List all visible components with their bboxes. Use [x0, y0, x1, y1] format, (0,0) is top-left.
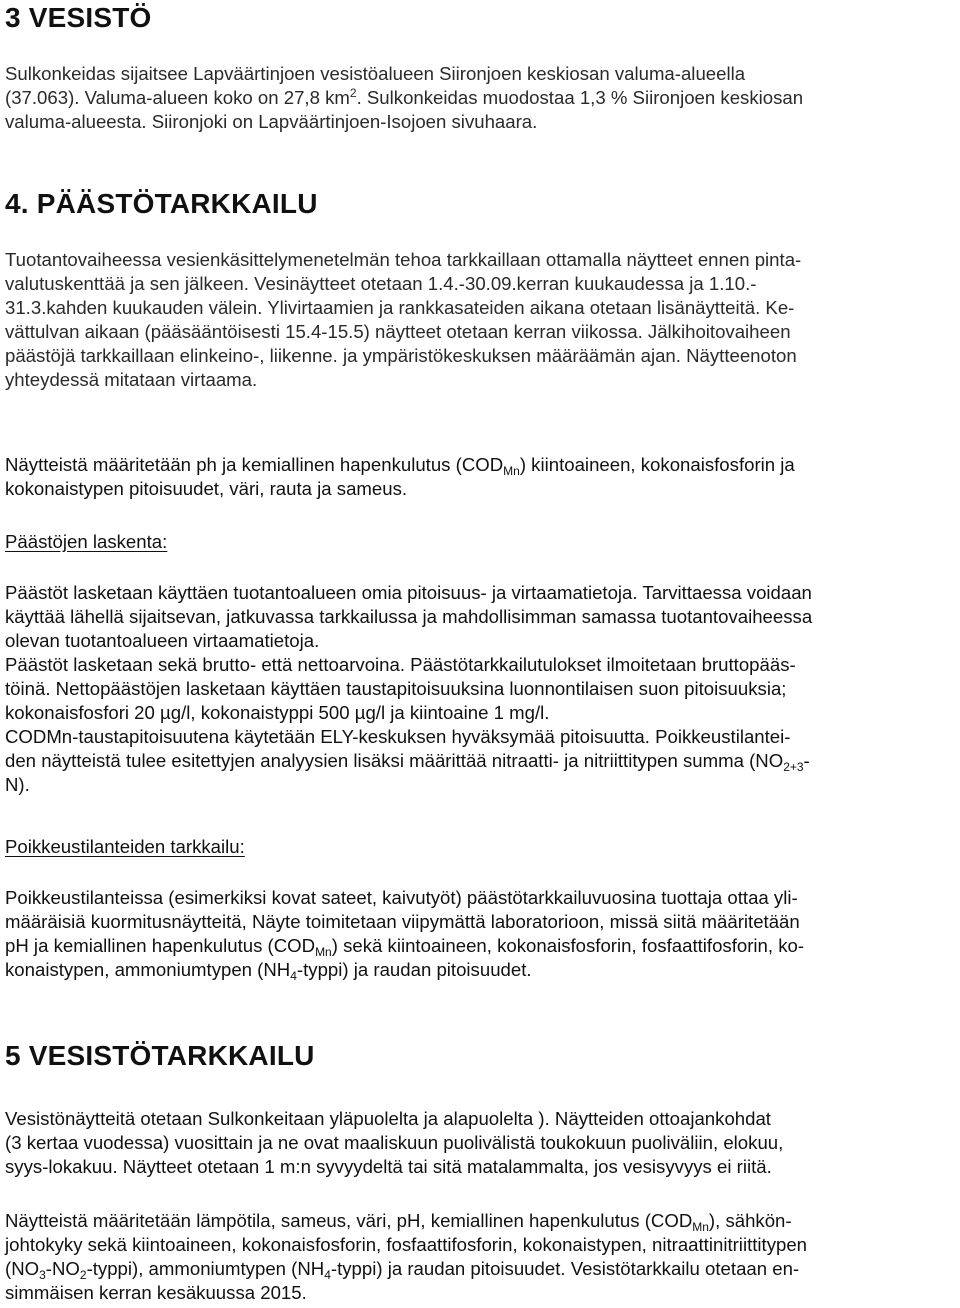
- subscript: 3: [39, 1268, 46, 1282]
- monitoring-paragraph: [5, 248, 955, 392]
- text-line: Päästöt lasketaan käyttäen tuotantoalueen omia pitoisuus- ja virtaamatietoja. Tarvittaessa voidaan: [5, 582, 812, 603]
- text-line: päästöjä tarkkaillaan elinkeino-, liikenne. ja ympäristökeskuksen määräämän ajan. Näytteenoton: [5, 345, 797, 366]
- section-3-heading: 3 VESISTÖ: [5, 2, 152, 33]
- subscript: Mn: [503, 464, 520, 478]
- text-fragment: (37.063). Valuma-alueen koko on 27,8 km: [5, 87, 350, 108]
- text-line: CODMn-taustapitoisuutena käytetään ELY-keskuksen hyväksymää pitoisuutta. Poikkeustilantei-: [5, 726, 791, 747]
- text-line: valuma-alueesta. Siironjoki on Lapväärtinjoen-Isojoen sivuhaara.: [5, 111, 538, 132]
- text-line: 31.3.kahden kuukauden välein. Ylivirtaamien ja rankkasateiden aikana otetaan lisänäytteitä. Ke-: [5, 297, 795, 318]
- text-line: [5, 86, 955, 110]
- text-line: syys-lokakuu. Näytteet otetaan 1 m:n syvyydeltä tai sitä matalammalta, jos vesisyvyys ei riitä.: [5, 1156, 772, 1177]
- text-line: N).: [5, 774, 30, 795]
- subscript: 4: [290, 969, 297, 983]
- text-line: simmäisen kerran kesäkuussa 2015.: [5, 1282, 307, 1303]
- superscript: 2: [349, 86, 357, 100]
- parameters-paragraph: [5, 1209, 955, 1305]
- text-fragment: den näytteistä tulee esitettyjen analyysien lisäksi määrittää nitraatti- ja nitriittitypen summa (NO: [5, 750, 784, 771]
- text-fragment: ) sekä kiintoaineen, kokonaisfosforin, fosfaattifosforin, ko-: [331, 935, 805, 956]
- subheading-text: Poikkeustilanteiden tarkkailu:: [5, 836, 245, 857]
- text-fragment: Näytteistä määritetään lämpötila, sameus, väri, pH, kemiallinen hapenkulutus (COD: [5, 1210, 693, 1231]
- subscript: 2: [79, 1268, 87, 1282]
- text-line: [5, 1209, 955, 1233]
- text-line: Poikkeustilanteissa (esimerkiksi kovat sateet, kaivutyöt) päästötarkkailuvuosina tuottaja ottaa yli-: [5, 887, 798, 908]
- analysis-paragraph: [5, 453, 955, 501]
- text-fragment: -NO: [45, 1258, 80, 1279]
- text-fragment: ) kiintoaineen, kokonaisfosforin ja: [519, 454, 795, 475]
- text-line: kokonaisfosfori 20 µg/l, kokonaistyppi 500 µg/l ja kiintoaine 1 mg/l.: [5, 702, 550, 723]
- calculation-paragraph: [5, 581, 955, 797]
- text-fragment: -typpi) ja raudan pitoisuudet. Vesistötarkkailu otetaan en-: [330, 1258, 800, 1279]
- text-fragment: pH ja kemiallinen hapenkulutus (COD: [5, 935, 316, 956]
- text-line: Päästöt lasketaan sekä brutto- että nettoarvoina. Päästötarkkailutulokset ilmoitetaan bruttopääs-: [5, 654, 796, 675]
- text-line: yhteydessä mitataan virtaama.: [5, 369, 258, 390]
- text-fragment: -: [803, 750, 810, 771]
- exceptional-paragraph: [5, 886, 955, 982]
- text-fragment: Näytteistä määritetään ph ja kemiallinen hapenkulutus (COD: [5, 454, 504, 475]
- text-line: [5, 453, 955, 477]
- text-line: käyttää lähellä sijaitsevan, jatkuvassa tarkkailussa ja mahdollisimman samassa tuotantovaiheessa: [5, 606, 813, 627]
- subscript: 2+3: [783, 760, 804, 774]
- sampling-paragraph: [5, 1107, 955, 1179]
- text-line: [5, 1257, 955, 1281]
- subheading-text: Päästöjen laskenta:: [5, 531, 168, 552]
- text-line: [5, 934, 955, 958]
- text-line: Vesistönäytteitä otetaan Sulkonkeitaan yläpuolelta ja alapuolelta ). Näytteiden ottoajankohdat: [5, 1108, 771, 1129]
- text-line: töinä. Nettopäästöjen lasketaan käyttäen taustapitoisuuksina luonnontilaisen suon pitoisuuksia;: [5, 678, 787, 699]
- text-fragment: konaistypen, ammoniumtypen (NH: [5, 959, 291, 980]
- exceptional-subheading: [5, 835, 955, 859]
- calculation-subheading: [5, 530, 955, 554]
- text-fragment: -typpi) ja raudan pitoisuudet.: [296, 959, 532, 980]
- section-4-heading: 4. PÄÄSTÖTARKKAILU: [5, 188, 318, 219]
- subscript: Mn: [692, 1220, 709, 1234]
- text-line: (3 kertaa vuodessa) vuosittain ja ne ovat maaliskuun puolivälistä toukokuun puoliväliin, elokuu,: [5, 1132, 784, 1153]
- text-fragment: . Sulkonkeidas muodostaa 1,3 % Siironjoen keskiosan: [356, 87, 804, 108]
- text-line: johtokyky sekä kiintoaineen, kokonaisfosforin, fosfaattifosforin, kokonaistypen, nitraattinitriittitypen: [5, 1234, 808, 1255]
- text-fragment: (NO: [5, 1258, 40, 1279]
- subscript: Mn: [315, 945, 332, 959]
- text-line: [5, 749, 955, 773]
- text-line: olevan tuotantoalueen virtaamatietoja.: [5, 630, 320, 651]
- section-5-heading: 5 VESISTÖTARKKAILU: [5, 1040, 315, 1071]
- text-line: valutuskenttää ja sen jälkeen. Vesinäytteet otetaan 1.4.-30.09.kerran kuukaudessa ja 1.10.-: [5, 273, 757, 294]
- text-fragment: ), sähkön-: [708, 1210, 792, 1231]
- text-line: kokonaistypen pitoisuudet, väri, rauta ja sameus.: [5, 478, 408, 499]
- text-fragment: -typpi), ammoniumtypen (NH: [86, 1258, 325, 1279]
- text-line: vättulvan aikaan (pääsääntöisesti 15.4-15.5) näytteet otetaan kerran viikossa. Jälkihoitovaiheen: [5, 321, 791, 342]
- text-line: Sulkonkeidas sijaitsee Lapväärtinjoen vesistöalueen Siironjoen keskiosan valuma-alueella: [5, 63, 746, 84]
- text-line: määräisiä kuormitusnäytteitä, Näyte toimitetaan viipymättä laboratorioon, missä siitä määritetään: [5, 911, 800, 932]
- text-line: [5, 958, 955, 982]
- subscript: 4: [324, 1268, 331, 1282]
- text-line: Tuotantovaiheessa vesienkäsittelymenetelmän tehoa tarkkaillaan ottamalla näytteet ennen pinta-: [5, 249, 802, 270]
- section-3-paragraph: [5, 62, 955, 134]
